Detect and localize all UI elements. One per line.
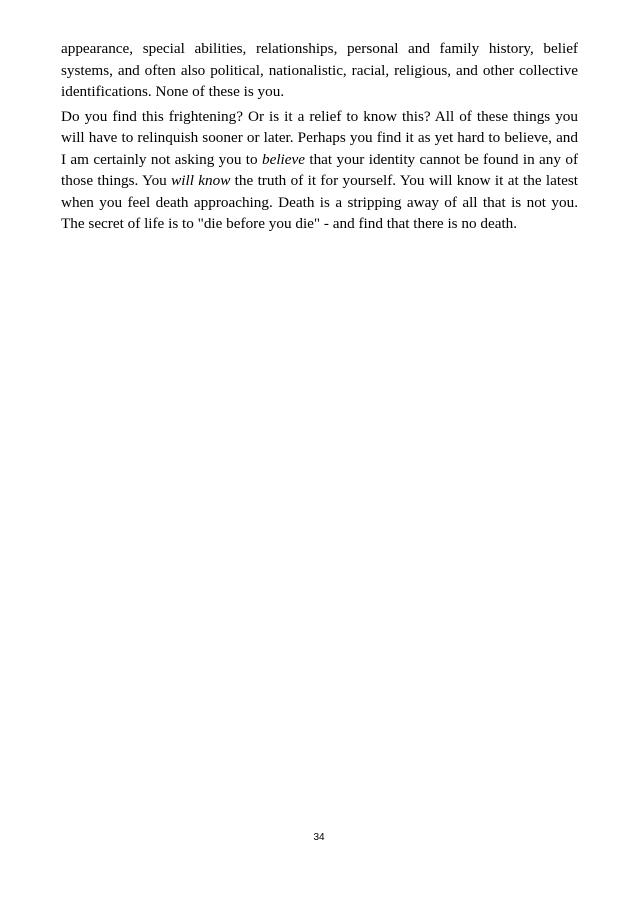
text-run: the truth of it for yourself. You will know it at the latest when you feel death approaching. Death is a stripping away of all that is not you. The secret of life is to "die before you die" - and find that there is no death. [61, 172, 578, 232]
text-run: Do you find this frightening? Or is it a relief to know this? All of these things you will have to relinquish sooner or later. Perhaps you find it as yet hard to believe, and I am certainly not asking you to [61, 107, 578, 168]
paragraph-1 [61, 38, 578, 103]
text-run: appearance, special abilities, relationships, personal and family history, belief systems, and often also political, nationalistic, racial, religious, and other collective identifications. None of these is you. [61, 40, 578, 100]
document-page [61, 38, 578, 238]
paragraph-2 [61, 106, 578, 235]
emphasis-will-know: will know [171, 172, 231, 189]
text-run: that your identity cannot be found in any of those things. You [61, 150, 578, 189]
page-number: 34 [313, 832, 325, 843]
emphasis-believe: believe [262, 150, 305, 168]
